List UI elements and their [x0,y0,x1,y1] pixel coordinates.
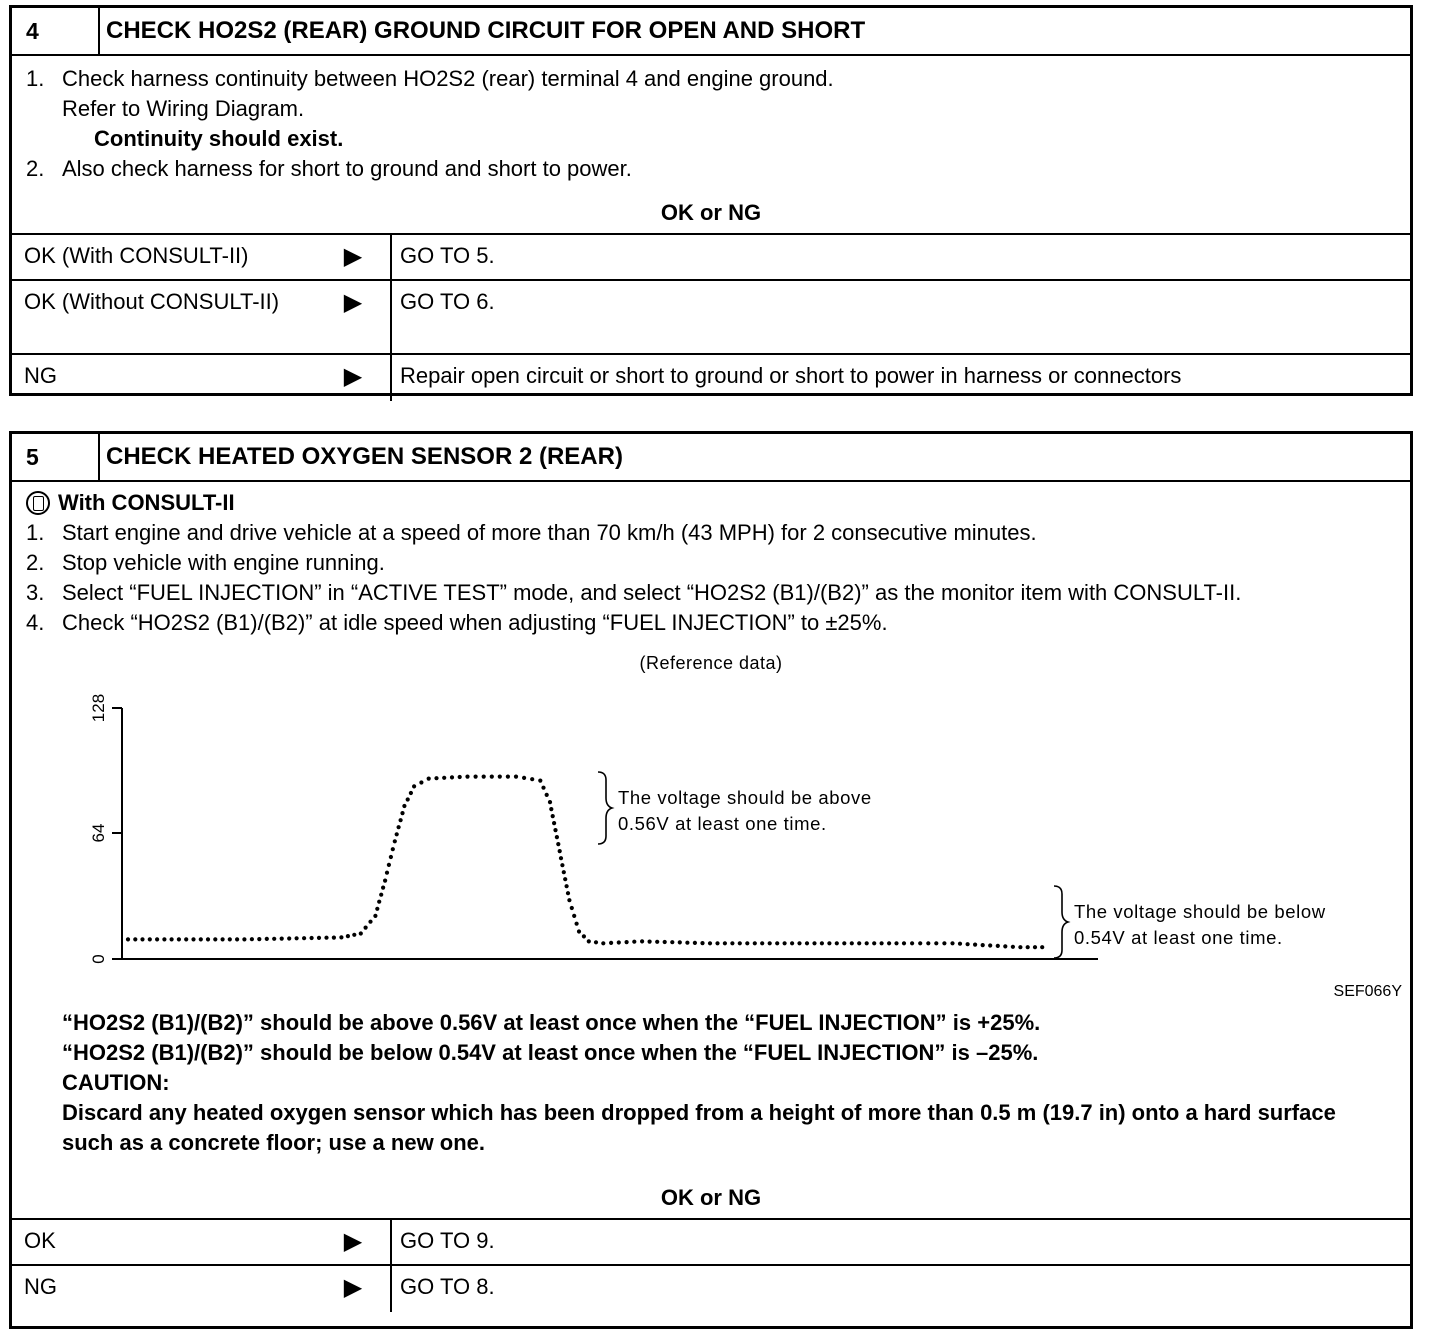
step-number: 1. [26,66,45,91]
series-0-point-26 [317,936,321,940]
series-0-point-135 [910,941,914,945]
series-0-point-38 [379,893,383,897]
section-5-header [12,434,1410,482]
series-0-point-82 [562,870,566,874]
arrow-icon: ▶ [316,355,392,401]
step-2 [26,548,1396,578]
series-0-point-111 [730,941,734,945]
series-0-point-77 [555,835,559,839]
series-0-point-101 [655,940,659,944]
series-0-point-90 [577,929,581,933]
series-0-point-47 [397,825,401,829]
series-0-point-81 [560,863,564,867]
result-row-ok [12,1218,1410,1264]
result-row-ng [12,353,1410,401]
series-0-point-94 [601,941,605,945]
series-0-point-49 [400,811,404,815]
series-0-point-33 [364,926,368,930]
section-5-box [9,431,1413,1329]
step-1-note: Continuity should exist. [94,126,344,151]
step-text: Start engine and drive vehicle at a speed of more than 70 km/h (43 MPH) for 2 consecutive minutes. [62,520,1037,545]
series-0-point-142 [966,942,970,946]
series-0-point-24 [302,936,306,940]
series-0-point-64 [498,775,502,779]
series-0-point-30 [346,934,350,938]
result-row-ok-no-consult [12,279,1410,353]
section-4-box [9,5,1413,396]
voltage-chart [26,678,1402,1008]
series-0-point-58 [450,775,454,779]
series-0-point-20 [272,937,276,941]
series-0-point-15 [235,937,239,941]
step-2 [26,154,1396,184]
series-0-point-34 [368,920,372,924]
series-0-point-53 [412,784,416,788]
arrow-icon: ▶ [316,281,392,353]
series-0-point-4 [155,937,159,941]
result-label: OK [24,1228,56,1253]
series-0-point-108 [708,941,712,945]
caution-text: Discard any heated oxygen sensor which has been dropped from a height of more than 0.5 m (19.7 in) onto a hard surface such as a concrete floor; use a new one. [62,1100,1336,1155]
series-0-point-75 [552,821,556,825]
series-0-point-0 [126,937,130,941]
ok-or-ng-heading: OK or NG [660,1185,762,1210]
reference-chart [26,678,1402,1008]
step-text: Also check harness for short to ground and short to power. [62,156,632,181]
series-0-point-36 [375,907,379,911]
series-0-point-128 [857,941,861,945]
series-0-point-93 [594,940,598,944]
series-0-point-12 [213,937,217,941]
series-0-point-146 [996,944,1000,948]
series-0-point-71 [545,793,549,797]
y-tick-label-64: 64 [89,823,108,843]
series-0-point-126 [842,941,846,945]
series-0-point-2 [140,937,144,941]
series-0-point-39 [381,886,385,890]
series-0-point-96 [617,940,621,944]
step-1-reference: Refer to Wiring Diagram. [62,96,305,121]
series-0-point-5 [162,937,166,941]
series-0-point-116 [768,941,772,945]
arrow-icon: ▶ [316,235,392,279]
series-0-point-78 [556,842,560,846]
series-0-point-17 [250,937,254,941]
series-0-point-11 [206,937,210,941]
series-0-point-73 [549,807,553,811]
consult-tool-icon [26,491,50,515]
series-0-point-3 [148,937,152,941]
series-0-point-6 [170,937,174,941]
step-1 [26,64,1396,94]
brace-low [1054,886,1068,958]
step-number: 3. [26,580,45,605]
series-0-point-62 [482,775,486,779]
series-0-point-57 [442,776,446,780]
series-0-point-18 [257,937,261,941]
result-row-ok-consult [12,233,1410,279]
series-0-point-28 [332,936,336,940]
series-0-point-131 [880,941,884,945]
series-0-point-136 [918,941,922,945]
series-0-point-112 [738,941,742,945]
series-0-point-21 [280,937,284,941]
series-0-point-125 [835,941,839,945]
series-0-point-130 [872,941,876,945]
arrow-icon: ▶ [316,1266,392,1312]
series-0-point-145 [988,943,992,947]
series-0-point-72 [548,800,552,804]
series-0-point-25 [310,936,314,940]
ok-or-ng-heading: OK or NG [660,200,762,225]
series-0-point-86 [567,898,571,902]
series-0-point-74 [551,814,555,818]
series-0-point-70 [541,786,545,790]
series-0-point-143 [973,943,977,947]
series-0-point-50 [402,804,406,808]
series-0-point-44 [391,847,395,851]
series-0-point-114 [753,941,757,945]
arrow-icon: ▶ [316,1220,392,1264]
series-0-point-80 [559,856,563,860]
series-0-point-152 [1040,945,1044,949]
consult-mode-label: With CONSULT-II [26,488,1396,518]
step-number: 1. [26,520,45,545]
series-0-point-55 [427,777,431,781]
series-0-point-121 [805,941,809,945]
series-0-point-13 [221,937,225,941]
series-0-point-127 [850,941,854,945]
series-0-point-88 [572,914,576,918]
series-0-point-129 [865,941,869,945]
series-0-point-151 [1033,945,1037,949]
series-0-point-16 [242,937,246,941]
series-0-point-134 [902,941,906,945]
series-0-point-87 [570,906,574,910]
series-0-point-95 [609,941,613,945]
series-0-point-140 [950,941,954,945]
y-tick-label-128: 128 [89,693,108,723]
result-action: GO TO 9. [400,1228,495,1253]
result-label: OK (With CONSULT-II) [24,243,249,268]
series-0-point-138 [934,941,938,945]
series-0-point-144 [981,943,985,947]
series-0-point-56 [434,776,438,780]
result-action: Repair open circuit or short to ground or short to power in harness or connectors [400,363,1182,388]
series-0-point-10 [199,937,203,941]
y-tick-label-0: 0 [89,954,108,964]
series-0-point-133 [894,941,898,945]
series-0-point-67 [522,776,526,780]
brace-high [598,772,612,844]
series-0-point-119 [790,941,794,945]
series-0-point-79 [558,849,562,853]
series-0-point-118 [783,941,787,945]
annotation-low-line2: 0.54V at least one time. [1074,927,1283,948]
series-0-point-150 [1026,945,1030,949]
series-0-point-41 [385,871,389,875]
series-0-point-35 [373,914,377,918]
series-0-point-141 [958,942,962,946]
series-0-point-63 [490,775,494,779]
series-0-point-43 [389,855,393,859]
series-0-point-148 [1011,945,1015,949]
step-text: Stop vehicle with engine running. [62,550,385,575]
series-0-point-110 [723,941,727,945]
result-label: OK (Without CONSULT-II) [24,289,280,314]
series-0-point-102 [663,940,667,944]
step-1 [26,518,1396,548]
series-0-point-31 [352,933,356,937]
series-0-point-89 [575,922,579,926]
series-0-point-52 [409,791,413,795]
series-0-point-59 [458,775,462,779]
series-0-point-61 [474,775,478,779]
series-0-point-147 [1003,944,1007,948]
series-0-point-91 [582,934,586,938]
annotation-high-line1: The voltage should be above [618,787,872,808]
result-action: GO TO 6. [400,289,495,314]
series-0-point-54 [419,780,423,784]
series-0-point-104 [678,940,682,944]
series-0-point-22 [287,936,291,940]
series-0-point-137 [926,941,930,945]
result-action: GO TO 8. [400,1274,495,1299]
result-criterion-low: “HO2S2 (B1)/(B2)” should be below 0.54V at least once when the “FUEL INJECTION” is –25%. [62,1040,1039,1065]
series-0-point-99 [640,939,644,943]
series-0-point-83 [563,877,567,881]
series-0-point-66 [514,775,518,779]
annotation-low-line1: The voltage should be below [1074,901,1326,922]
series-0-point-23 [295,936,299,940]
step-4 [26,608,1396,638]
series-0-point-27 [324,936,328,940]
series-0-point-100 [648,940,652,944]
series-0-point-107 [700,941,704,945]
series-0-point-7 [177,937,181,941]
series-0-point-115 [760,941,764,945]
section-number: 4 [12,8,100,54]
series-0-point-122 [812,941,816,945]
section-4-body [12,56,1410,193]
series-0-point-37 [377,900,381,904]
series-0-point-65 [506,775,510,779]
series-0-point-85 [566,891,570,895]
result-label: NG [24,363,57,388]
series-0-point-76 [553,828,557,832]
step-number: 2. [26,550,45,575]
series-0-point-84 [565,884,569,888]
series-0-point-51 [406,797,410,801]
step-text: Check “HO2S2 (B1)/(B2)” at idle speed when adjusting “FUEL INJECTION” to ±25%. [62,610,888,635]
series-0-point-19 [265,937,269,941]
series-0-point-109 [715,941,719,945]
section-title: CHECK HEATED OXYGEN SENSOR 2 (REAR) [106,443,623,470]
series-0-point-113 [745,941,749,945]
data-series-dots [126,775,1044,950]
series-0-point-132 [887,941,891,945]
series-0-point-139 [942,941,946,945]
series-0-point-69 [538,779,542,783]
series-0-point-68 [530,777,534,781]
result-row-ng [12,1264,1410,1312]
series-0-point-9 [191,937,195,941]
series-0-point-103 [670,940,674,944]
result-criterion-high: “HO2S2 (B1)/(B2)” should be above 0.56V at least once when the “FUEL INJECTION” is +25%. [62,1010,1041,1035]
caution-label: CAUTION: [62,1070,170,1095]
step-3 [26,578,1396,608]
series-0-point-105 [685,941,689,945]
series-0-point-149 [1018,945,1022,949]
series-0-point-46 [395,832,399,836]
section-number: 5 [12,434,100,480]
series-0-point-8 [184,937,188,941]
series-0-point-42 [387,863,391,867]
step-number: 2. [26,156,45,181]
section-4-header [12,8,1410,56]
series-0-point-120 [797,941,801,945]
series-0-point-97 [625,940,629,944]
series-0-point-123 [820,941,824,945]
series-0-point-60 [465,775,469,779]
result-action: GO TO 5. [400,243,495,268]
result-label: NG [24,1274,57,1299]
series-0-point-1 [133,937,137,941]
section-title: CHECK HO2S2 (REAR) GROUND CIRCUIT FOR OPEN AND SHORT [106,17,866,44]
annotation-high-line2: 0.56V at least one time. [618,813,827,834]
series-0-point-117 [775,941,779,945]
section-5-body [12,482,1410,1158]
series-0-point-45 [393,839,397,843]
series-0-point-48 [399,818,403,822]
step-text: Select “FUEL INJECTION” in “ACTIVE TEST” mode, and select “HO2S2 (B1)/(B2)” as the monitor item with CONSULT-II. [62,580,1242,605]
series-0-point-106 [693,941,697,945]
series-0-point-29 [339,935,343,939]
series-0-point-98 [632,940,636,944]
series-0-point-124 [827,941,831,945]
step-text: Check harness continuity between HO2S2 (rear) terminal 4 and engine ground. [62,66,834,91]
series-0-point-32 [359,931,363,935]
series-0-point-14 [228,937,232,941]
reference-data-label: (Reference data) [639,653,783,673]
step-number: 4. [26,610,45,635]
series-0-point-40 [383,879,387,883]
figure-code: SEF066Y [1333,983,1402,1000]
series-0-point-92 [587,939,591,943]
